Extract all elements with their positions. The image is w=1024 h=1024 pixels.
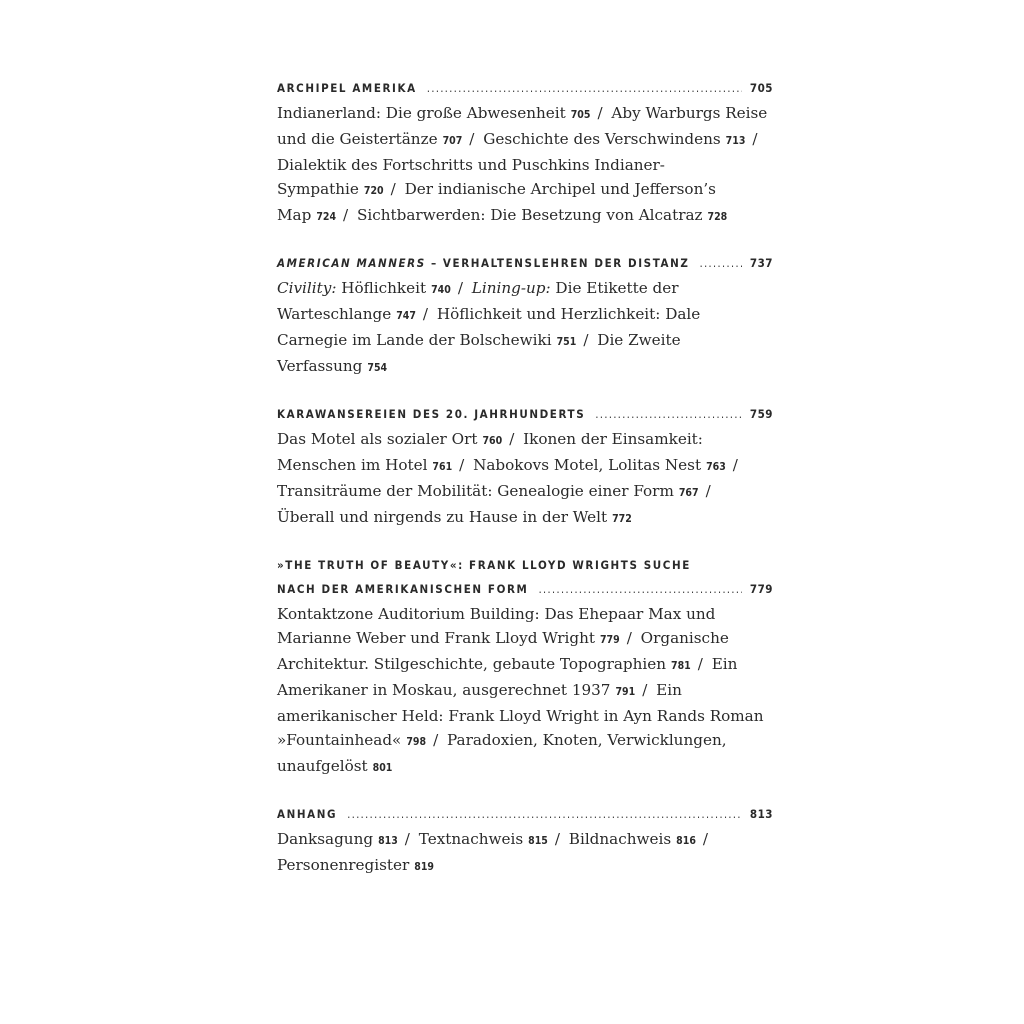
- entry-separator: /: [422, 305, 429, 323]
- entry-text: Textnachweis: [418, 830, 524, 848]
- entry-page: 763: [706, 461, 726, 473]
- section-heading: [277, 251, 773, 275]
- entry-page: 767: [678, 487, 699, 499]
- entry-text: Kontaktzone Auditorium Building: Das Ehepaar Max und Marianne Weber und Frank Lloyd Wright: [277, 605, 716, 647]
- entry-text: Ein amerikanischer Held: Frank Lloyd Wright in Ayn Rands Roman »Fountainhead«: [277, 681, 764, 749]
- entry-separator: /: [697, 655, 703, 673]
- entry-separator: /: [459, 456, 465, 474]
- entry-text: Der indianische Archipel und Jefferson’s Map: [277, 180, 716, 224]
- entry-page: 819: [414, 861, 434, 873]
- entry-page: 747: [396, 310, 416, 322]
- entry-separator: /: [469, 130, 475, 148]
- section-title: ANHANG: [277, 807, 338, 821]
- entry-text: Die Zweite Verfassung: [277, 331, 681, 375]
- section-heading: [277, 402, 773, 426]
- entry-page: 740: [431, 284, 451, 296]
- entry-page: 772: [612, 513, 632, 525]
- entry-separator: /: [433, 731, 439, 749]
- entry-page: 713: [725, 135, 746, 147]
- section-title-italic: AMERICAN MANNERS: [277, 256, 426, 270]
- entry-page: 801: [372, 762, 393, 774]
- table-of-contents: [277, 76, 773, 901]
- entry-label: Civility:: [277, 279, 337, 297]
- section-heading-line-1: [277, 553, 773, 577]
- entry-separator: /: [642, 681, 648, 699]
- section-title: ARCHIPEL AMERIKA: [277, 81, 417, 95]
- entry-page: 760: [482, 435, 503, 447]
- leader-dots: [347, 802, 742, 826]
- entry-separator: /: [404, 830, 410, 848]
- entry-page: 813: [378, 835, 398, 847]
- entry-separator: /: [702, 830, 709, 848]
- section-entries: [277, 602, 773, 780]
- leader-dots: [699, 251, 741, 275]
- section-page-number: 705: [749, 81, 773, 95]
- section-title: KARAWANSEREIEN DES 20. JAHRHUNDERTS: [277, 407, 586, 421]
- entry-separator: /: [554, 830, 560, 848]
- entry-separator: /: [509, 430, 515, 448]
- toc-section-archipel-amerika: [277, 76, 773, 229]
- section-entries: [277, 427, 773, 531]
- entry-page: 724: [316, 211, 337, 223]
- toc-section-karawansereien: [277, 402, 773, 531]
- entry-separator: /: [390, 180, 396, 198]
- entry-text: Nabokovs Motel, Lolitas Nest: [473, 456, 702, 474]
- entry-text: Transiträume der Mobilität: Genealogie einer Form: [277, 482, 674, 500]
- section-page-number: 779: [749, 582, 773, 596]
- entry-page: 728: [707, 211, 728, 223]
- entry-text: Das Motel als sozialer Ort: [277, 430, 478, 448]
- entry-text: Organische Architektur. Stilgeschichte, gebaute Topographien: [277, 629, 729, 673]
- section-page-number: 737: [749, 256, 773, 270]
- section-title-rest: – VERHALTENSLEHREN DER DISTANZ: [425, 256, 690, 270]
- entry-page: 707: [442, 135, 463, 147]
- entry-text: Personenregister: [277, 856, 410, 874]
- entry-page: 781: [671, 660, 691, 672]
- entry-text: Paradoxien, Knoten, Verwicklungen, unaufgelöst: [277, 731, 727, 775]
- entry-separator: /: [343, 206, 349, 224]
- entry-separator: /: [597, 104, 603, 122]
- section-entries: [277, 827, 773, 879]
- entry-separator: /: [705, 482, 711, 500]
- entry-separator: /: [583, 331, 589, 349]
- entry-page: 791: [615, 686, 636, 698]
- entry-text: Dialektik des Fortschritts und Puschkins Indianer-Sympathie: [277, 156, 665, 198]
- toc-section-anhang: [277, 802, 773, 879]
- section-page-number: 813: [749, 807, 773, 821]
- entry-page: 754: [367, 362, 388, 374]
- entry-text: Indianerland: Die große Abwesenheit: [277, 104, 566, 122]
- section-heading: [277, 802, 773, 826]
- section-heading: [277, 76, 773, 100]
- section-heading-line-2: [277, 577, 773, 601]
- entry-page: 779: [599, 634, 620, 646]
- leader-dots: [538, 577, 741, 601]
- section-entries: [277, 101, 773, 229]
- section-title-line-1: »THE TRUTH OF BEAUTY«: FRANK LLOYD WRIGHTS SUCHE: [277, 558, 691, 572]
- entry-text: Die Etikette der Warteschlange: [277, 279, 679, 323]
- entry-text: Höflichkeit und Herzlichkeit: Dale Carnegie im Lande der Bolschewiki: [277, 305, 701, 349]
- entry-page: 705: [570, 109, 591, 121]
- entry-separator: /: [732, 456, 738, 474]
- entry-label: Lining-up:: [471, 279, 551, 297]
- entry-separator: /: [752, 130, 758, 148]
- toc-section-frank-lloyd-wright: [277, 553, 773, 780]
- entry-page: 761: [432, 461, 453, 473]
- entry-separator: /: [626, 629, 632, 647]
- entry-page: 720: [363, 185, 384, 197]
- entry-text: Bildnachweis: [568, 830, 672, 848]
- entry-page: 751: [556, 336, 577, 348]
- entry-text: Geschichte des Verschwindens: [483, 130, 721, 148]
- leader-dots: [595, 402, 742, 426]
- section-title-line-2: NACH DER AMERIKANISCHEN FORM: [277, 582, 529, 596]
- entry-text: Danksagung: [277, 830, 374, 848]
- entry-text: Überall und nirgends zu Hause in der Welt: [277, 508, 608, 526]
- entry-separator: /: [457, 279, 463, 297]
- toc-section-american-manners: [277, 251, 773, 380]
- leader-dots: [427, 76, 742, 100]
- section-page-number: 759: [749, 407, 773, 421]
- entry-page: 798: [406, 736, 427, 748]
- entry-text: Sichtbarwerden: Die Besetzung von Alcatraz: [357, 206, 703, 224]
- entry-text: Aby Warburgs Reise und die Geistertänze: [277, 104, 768, 148]
- entry-text: Ikonen der Einsamkeit: Menschen im Hotel: [277, 430, 703, 474]
- section-entries: [277, 276, 773, 380]
- entry-page: 816: [676, 835, 696, 847]
- entry-page: 815: [528, 835, 548, 847]
- entry-text: Höflichkeit: [336, 279, 427, 297]
- section-title: [277, 251, 689, 275]
- entry-text: Ein Amerikaner in Moskau, ausgerechnet 1937: [277, 655, 738, 699]
